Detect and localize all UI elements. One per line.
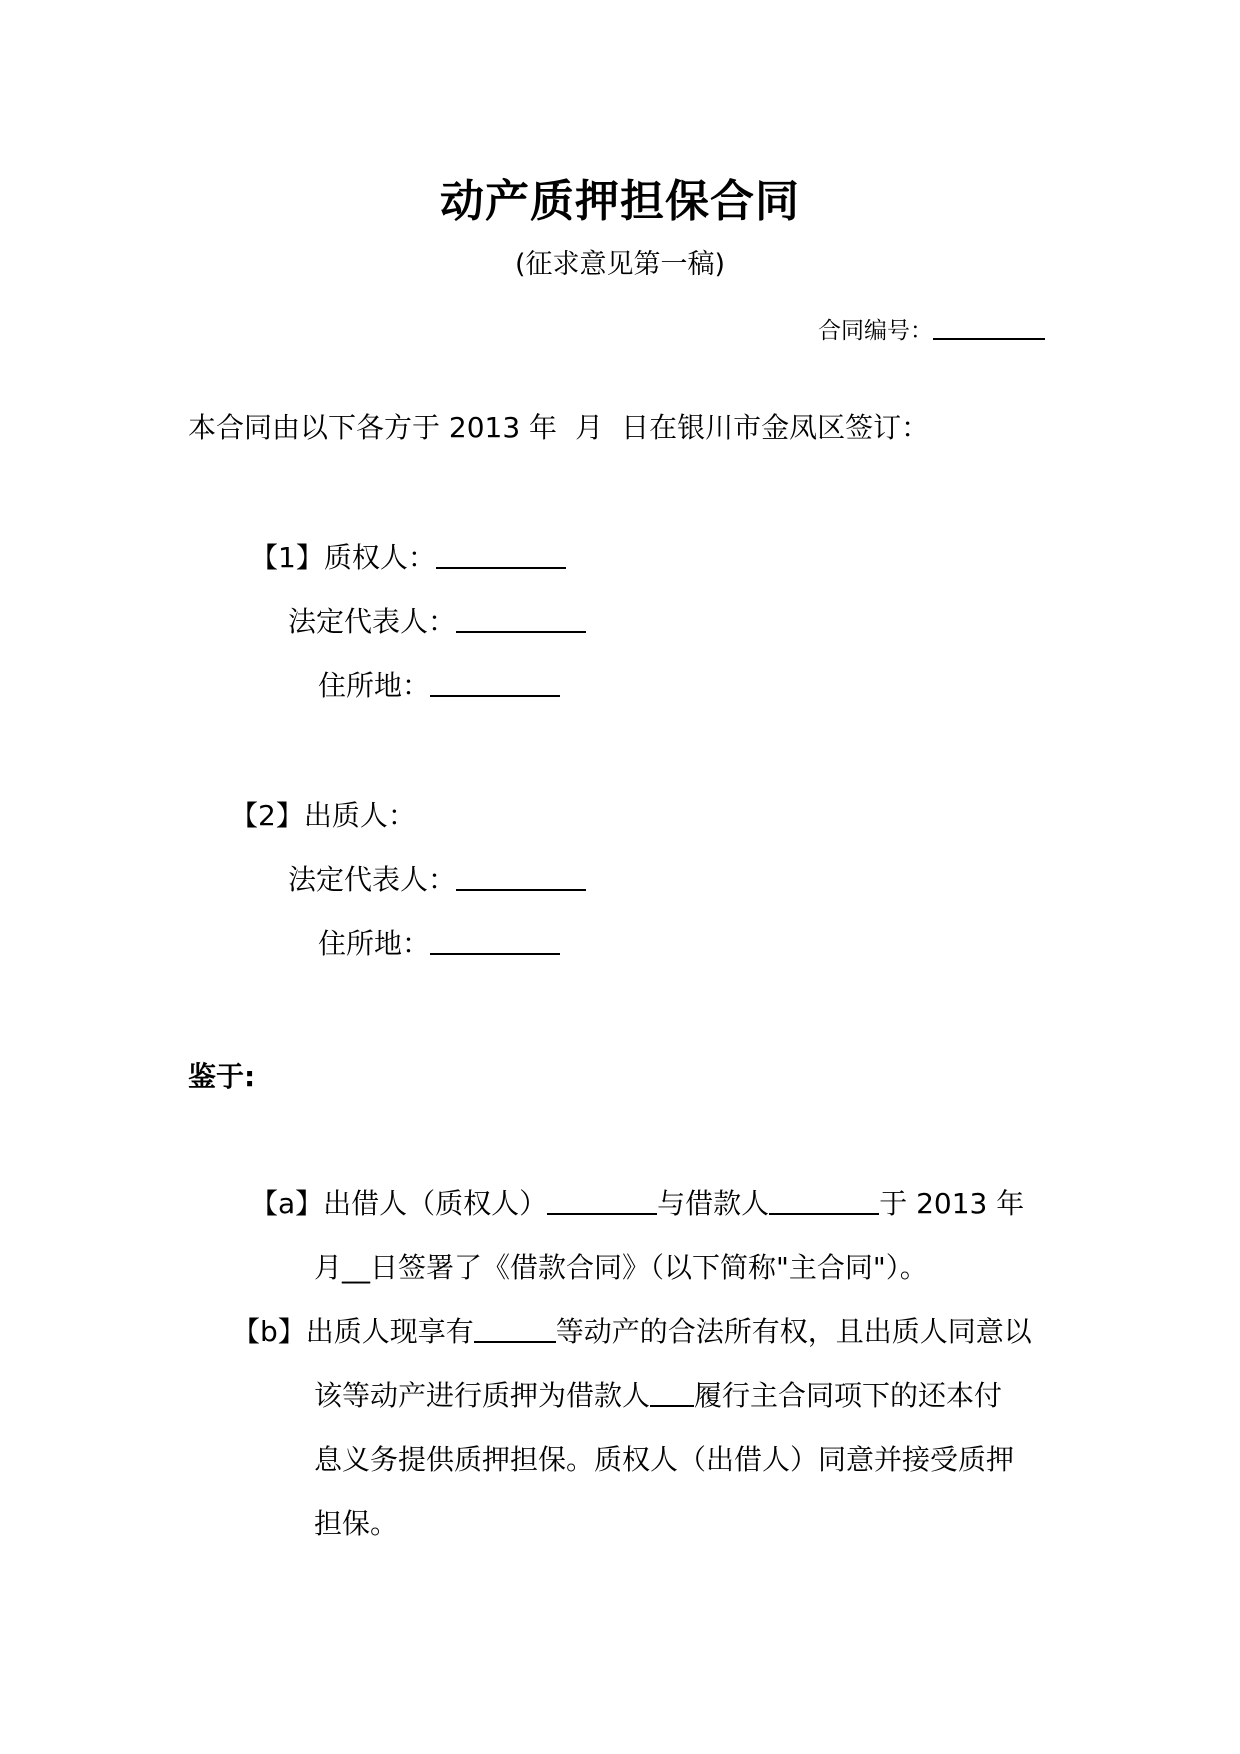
party1-address-label: 住所地： xyxy=(318,669,431,702)
party1-name-blank xyxy=(436,566,566,569)
contract-number xyxy=(818,312,1045,345)
party1-label-line xyxy=(250,536,566,576)
whereas-b-line1-part1: 【b】出质人现享有 xyxy=(232,1315,474,1348)
whereas-heading: 鉴于: xyxy=(188,1060,256,1093)
contract-number-label: 合同编号： xyxy=(818,318,933,344)
whereas-b-line4: 担保。 xyxy=(314,1507,399,1540)
party1-rep-blank xyxy=(456,630,586,633)
party2-address-label: 住所地： xyxy=(318,927,431,960)
party2-address-line xyxy=(318,922,560,962)
intro-part1: 本合同由以下各方于 2013 年 xyxy=(188,411,558,444)
whereas-a-line1-part3: 于 2013 年 xyxy=(879,1187,1025,1220)
whereas-a-line1 xyxy=(250,1182,1024,1222)
party1-rep-label: 法定代表人： xyxy=(288,605,457,638)
borrower-blank xyxy=(769,1212,879,1215)
whereas-b-line2-part2: 履行主合同项下的还本付 xyxy=(694,1379,1003,1412)
lender-blank xyxy=(547,1212,657,1215)
collateral-blank xyxy=(474,1340,556,1343)
party1-address-line xyxy=(318,664,560,704)
document-subtitle: (征求意见第一稿) xyxy=(514,249,726,280)
whereas-b-line1-part2: 等动产的合法所有权，且出质人同意以 xyxy=(555,1315,1032,1348)
whereas-a-line2: 月__日签署了《借款合同》（以下简称"主合同"）。 xyxy=(314,1251,928,1284)
party2-label: 【2】出质人： xyxy=(230,799,416,832)
borrower-name-blank xyxy=(650,1404,694,1407)
whereas-b-line2 xyxy=(314,1374,1002,1414)
party1-label: 【1】质权人： xyxy=(250,541,436,574)
party2-address-blank xyxy=(430,952,560,955)
party1-rep-line xyxy=(288,600,586,640)
intro-part2: 月 xyxy=(575,411,604,444)
party2-label-line xyxy=(230,794,416,834)
whereas-a-line1-part2: 与借款人 xyxy=(657,1187,770,1220)
document-title: 动产质押担保合同 xyxy=(440,176,800,227)
intro-part3: 日在银川市金凤区签订： xyxy=(621,411,930,444)
intro-sentence xyxy=(188,406,929,446)
party1-address-blank xyxy=(430,694,560,697)
party2-rep-line xyxy=(288,858,586,898)
party2-rep-label: 法定代表人： xyxy=(288,863,457,896)
whereas-a-line1-part1: 【a】出借人（质权人） xyxy=(250,1187,548,1220)
whereas-b-line1 xyxy=(232,1310,1032,1350)
contract-number-blank xyxy=(933,337,1045,340)
whereas-b-line2-part1: 该等动产进行质押为借款人 xyxy=(314,1379,651,1412)
party2-rep-blank xyxy=(456,888,586,891)
whereas-b-line3: 息义务提供质押担保。质权人（出借人）同意并接受质押 xyxy=(314,1443,1015,1476)
